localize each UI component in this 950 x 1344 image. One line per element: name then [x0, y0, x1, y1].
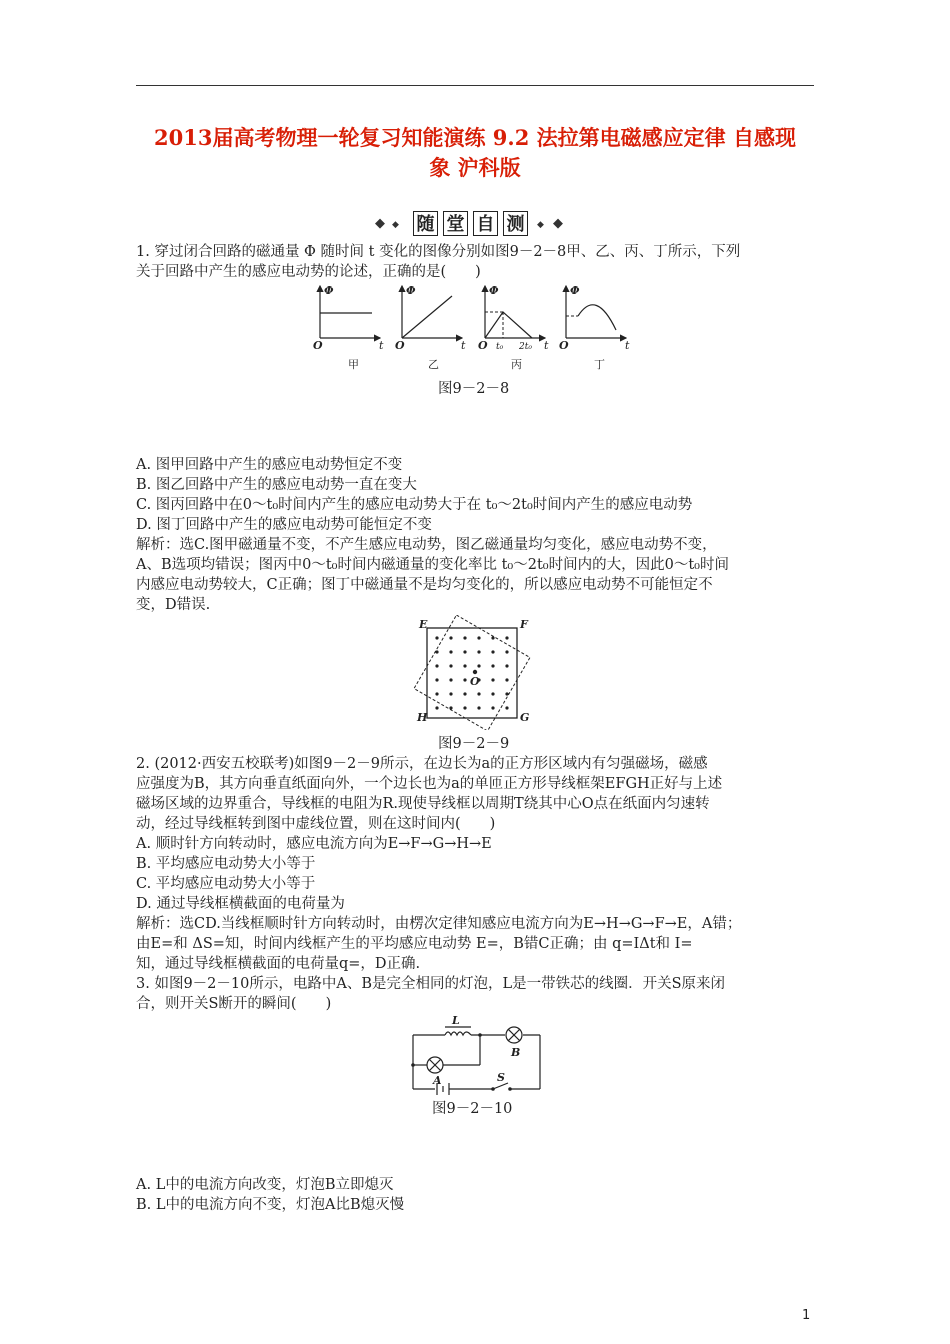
- inductor-l-label: L: [452, 1015, 460, 1027]
- graph-yi-name: 乙: [428, 358, 439, 371]
- field-dot: [491, 664, 494, 667]
- field-dot: [491, 678, 494, 681]
- field-dot: [463, 678, 466, 681]
- field-dot: [491, 706, 494, 709]
- field-dot: [463, 692, 466, 695]
- diamond-icon: ◆: [375, 216, 385, 231]
- graph-jia-t-label: t: [379, 339, 384, 352]
- title-line-1: 2013届高考物理一轮复习知能演练 9.2 法拉第电磁感应定律 自感现: [154, 125, 796, 150]
- q3-option-b: B. L中的电流方向不变，灯泡A比B熄灭慢: [136, 1197, 405, 1213]
- graph-ding-name: 丁: [594, 358, 605, 371]
- q1-stem-line-2: 关于回路中产生的感应电动势的论述，正确的是( ): [136, 264, 481, 280]
- field-dot: [435, 664, 438, 667]
- field-dot: [435, 706, 438, 709]
- title-line-2: 象 沪科版: [429, 155, 521, 180]
- graph-bing-origin: O: [478, 339, 488, 352]
- diamond-small-icon: ◆: [392, 220, 399, 230]
- field-dot: [477, 692, 480, 695]
- q1-option-d: D. 图丁回路中产生的感应电动势可能恒定不变: [136, 517, 432, 533]
- field-dot: [435, 636, 438, 639]
- figure-9-2-10-caption: 图9－2－10: [432, 1101, 513, 1117]
- page-number: 1: [802, 1308, 811, 1323]
- q1-option-c: C. 图丙回路中在0～t₀时间内产生的感应电动势大于在 t₀～2t₀时间内产生的感应电动势: [136, 497, 693, 513]
- graph-bing-t0-label: t₀: [496, 342, 504, 352]
- field-dot: [435, 678, 438, 681]
- field-dot: [505, 678, 508, 681]
- vertex-e-label: E: [419, 618, 428, 631]
- field-dot: [505, 706, 508, 709]
- q1-answer-line-1: 解析：选C.图甲磁通量不变，不产生感应电动势，图乙磁通量均匀变化，感应电动势不变，: [136, 537, 717, 553]
- q2-option-a: A. 顺时针方向转动时，感应电流方向为E→F→G→H→E: [136, 836, 492, 852]
- section-banner: [375, 210, 575, 238]
- diamond-icon: ◆: [553, 216, 563, 231]
- figure-9-2-10: [405, 1015, 550, 1097]
- q1-answer-line-3: 内感应电动势较大，C正确；图丁中磁通量不是均匀变化的，所以感应电动势不可能恒定不: [136, 577, 713, 593]
- q2-answer-line-3: 知，通过导线框横截面的电荷量q=，D正确.: [136, 956, 421, 972]
- banner-char-1: 随: [413, 211, 438, 236]
- field-dot: [491, 650, 494, 653]
- field-dot: [463, 706, 466, 709]
- q2-stem-line-1: 2. (2012·西安五校联考)如图9－2－9所示，在边长为a的正方形区域内有匀强磁场，磁感: [136, 756, 708, 772]
- q2-option-b: B. 平均感应电动势大小等于: [136, 856, 316, 872]
- field-dot: [477, 664, 480, 667]
- field-dot: [449, 636, 452, 639]
- field-dot: [463, 650, 466, 653]
- q3-stem-line-2: 合，则开关S断开的瞬间( ): [136, 996, 332, 1012]
- field-dot: [449, 706, 452, 709]
- vertex-f-label: F: [520, 618, 528, 631]
- figure-9-2-8: [300, 280, 650, 375]
- q2-stem-line-3: 磁场区域的边界重合，导线框的电阻为R.现使导线框以周期T绕其中心O点在纸面内匀速转: [136, 796, 710, 812]
- graph-yi-t-label: t: [461, 339, 466, 352]
- q1-answer-line-4: 变，D错误.: [136, 597, 211, 613]
- q2-stem-line-2: 应强度为B，其方向垂直纸面向外，一个边长也为a的单匝正方形导线框架EFGH正好与上述: [136, 776, 723, 792]
- field-dot: [449, 650, 452, 653]
- figure-9-2-8-caption: 图9－2－8: [438, 381, 510, 397]
- figure-9-2-9-caption: 图9－2－9: [438, 736, 510, 752]
- q2-stem-line-4: 动，经过导线框转到图中虚线位置，则在这时间内( ): [136, 816, 496, 832]
- q1-answer-line-2: A、B选项均错误；图丙中0～t₀时间内磁通量的变化率比 t₀～2t₀时间内的大，因此0～t₀时间: [136, 557, 729, 573]
- field-dot: [477, 650, 480, 653]
- banner-char-2: 堂: [443, 211, 468, 236]
- field-dot: [505, 636, 508, 639]
- q1-stem-line-1: 1. 穿过闭合回路的磁通量 Φ 随时间 t 变化的图像分别如图9－2－8甲、乙、丙、丁所示，下列: [136, 244, 741, 260]
- graph-bing-2t0-label: 2t₀: [519, 342, 532, 352]
- vertex-h-label: H: [417, 711, 428, 724]
- graph-bing-t-label: t: [544, 339, 549, 352]
- field-dot: [449, 678, 452, 681]
- header-rule: [136, 85, 814, 86]
- field-dot: [505, 692, 508, 695]
- graph-yi-phi-label: Φ: [406, 284, 416, 297]
- graph-ding: [559, 284, 630, 371]
- graph-jia-name: 甲: [348, 358, 359, 371]
- field-dot: [505, 650, 508, 653]
- lamp-a-label: A: [433, 1074, 442, 1087]
- center-o-label: O: [470, 675, 480, 688]
- page-title: [136, 123, 814, 183]
- banner-char-4: 测: [503, 211, 528, 236]
- graph-yi-origin: O: [395, 339, 405, 352]
- q1-option-b: B. 图乙回路中产生的感应电动势一直在变大: [136, 477, 417, 493]
- graph-jia: [313, 284, 384, 371]
- banner-char-3: 自: [473, 211, 498, 236]
- field-dot: [463, 636, 466, 639]
- field-dot: [435, 650, 438, 653]
- q2-option-d: D. 通过导线框横截面的电荷量为: [136, 896, 345, 912]
- q3-stem-line-1: 3. 如图9－2－10所示，电路中A、B是完全相同的灯泡，L是一带铁芯的线圈．开关S原来闭: [136, 976, 726, 992]
- graph-jia-origin: O: [313, 339, 323, 352]
- field-dot: [449, 692, 452, 695]
- q1-option-a: A. 图甲回路中产生的感应电动势恒定不变: [136, 457, 403, 473]
- field-dot: [477, 636, 480, 639]
- graph-yi: [395, 284, 466, 371]
- graph-jia-phi-label: Φ: [324, 284, 334, 297]
- switch-s-label: S: [497, 1071, 505, 1084]
- graph-ding-origin: O: [559, 339, 569, 352]
- q3-option-a: A. L中的电流方向改变，灯泡B立即熄灭: [136, 1177, 394, 1193]
- field-dot: [491, 636, 494, 639]
- diamond-small-icon: ◆: [537, 220, 544, 230]
- field-dot: [505, 664, 508, 667]
- magnetic-field-dots: [435, 636, 508, 709]
- q2-option-c: C. 平均感应电动势大小等于: [136, 876, 316, 892]
- q2-answer-line-1: 解析：选CD.当线框顺时针方向转动时，由楞次定律知感应电流方向为E→H→G→F→E，A错；: [136, 916, 742, 932]
- graph-bing-phi-label: Φ: [489, 284, 499, 297]
- field-dot: [435, 692, 438, 695]
- graph-ding-t-label: t: [625, 339, 630, 352]
- lamp-b-label: B: [511, 1046, 521, 1059]
- field-dot: [491, 692, 494, 695]
- field-dot: [449, 664, 452, 667]
- q2-answer-line-2: 由E=和 ΔS=知，时间内线框产生的平均感应电动势 E=，B错C正确；由 q=IΔt和 I=: [136, 936, 693, 952]
- field-dot: [463, 664, 466, 667]
- graph-bing: [478, 284, 549, 371]
- figure-9-2-9: [410, 615, 540, 730]
- graph-bing-name: 丙: [511, 358, 522, 371]
- field-dot: [477, 706, 480, 709]
- vertex-g-label: G: [520, 711, 530, 724]
- graph-ding-phi-label: Φ: [570, 284, 580, 297]
